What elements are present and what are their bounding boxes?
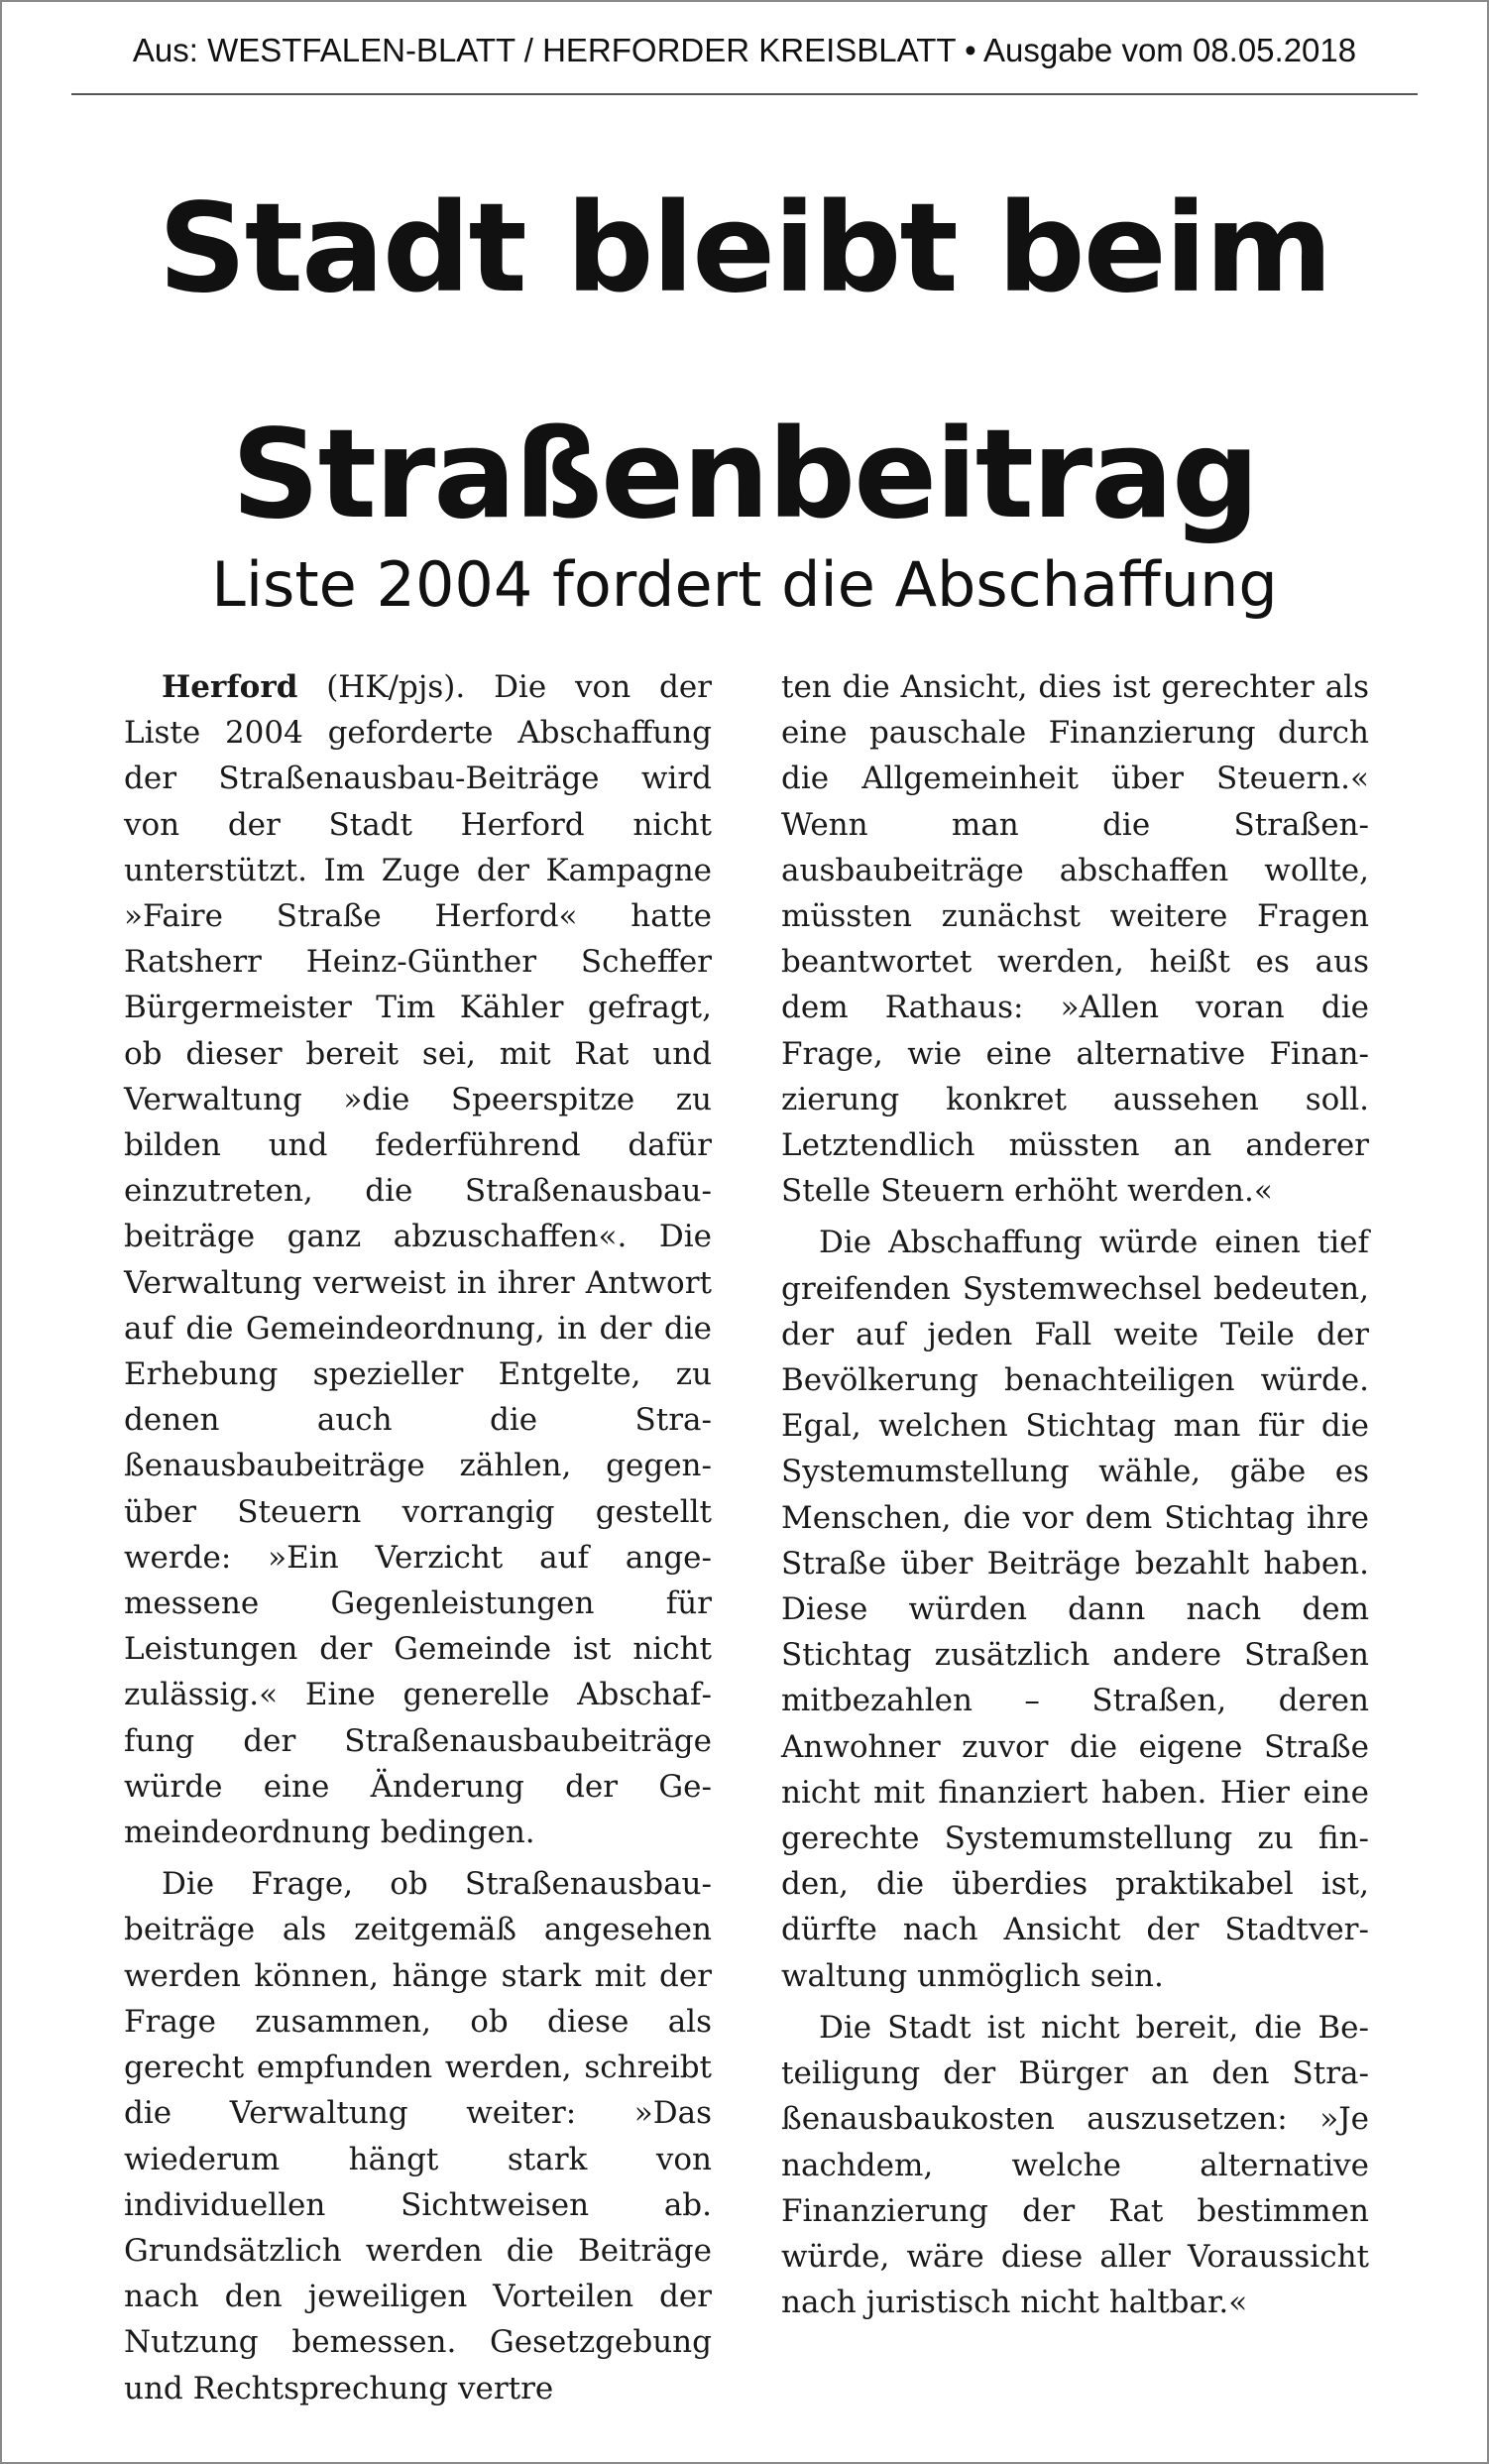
subheadline: Liste 2004 fordert die Abschaffung [211,548,1278,621]
article-column-left [124,664,712,2411]
article-paragraph [124,664,712,1855]
article-paragraph-continued: ten die Ansicht, dies ist gerechter als eine pauschale Finanzierung durch die Allgemeinheit über Steuern.« Wenn man die Straßenausbaubeiträge abschaffen wollte, müssten zunächst weitere Fragen beantwortet werden, heißt es aus dem Rathaus: »Allen voran die Frage, wie eine alternative Finanzierung konkret aussehen soll. Letztendlich müssten an anderer Stelle Steuern erhöht werden.« [781,669,1369,1210]
dateline: Herford [162,669,298,705]
divider-rule [71,93,1418,95]
source-line: Aus: WESTFALEN-BLATT / HERFORDER KREISBLATT • Ausgabe vom 08.05.2018 [132,32,1357,68]
article-paragraph: Die Abschaffung würde einen tief greifenden Systemwechsel bedeuten, der auf jeden Fall weite Teile der Bevölkerung benachteiligen würde. Egal, welchen Stichtag man für die Systemumstellung wähle, gäbe es Menschen, die vor dem Stichtag ihre Straße über Beiträge bezahlt haben. Diese würden dann nach dem Stichtag zusätzlich andere Straßen mitbezahlen – Straßen, deren Anwohner zuvor die eigene Straße nicht mit finanziert haben. Hier eine gerechte Systemumstellung zu finden, die überdies praktikabel ist, dürfte nach Ansicht der Stadtverwaltung unmöglich sein. [781,1225,1369,1994]
headline-line-1: Stadt bleibt beim [158,177,1331,320]
article-paragraph: Die Stadt ist nicht bereit, die Beteiligung der Bürger an den Straßenausbaukosten auszusetzen: »Je nachdem, welche alternative Finanzierung der Rat bestimmen würde, wäre diese aller Voraussicht nach juristisch nicht haltbar.« [781,2009,1369,2321]
intro-text: (HK/pjs). Die von der Liste 2004 geforderte Abschaffung der Straßenausbau-Beiträge wird von der Stadt Herford nicht unterstützt. Im Zuge der Kampagne »Faire Straße Herford« hatte Ratsherr Heinz-Günther Scheffer Bürgermeister Tim Kähler gefragt, ob dieser bereit sei, mit Rat und Verwaltung »die Speerspitze zu bilden und federführend dafür einzutreten, die Straßenausbaubeiträge ganz abzuschaffen«. Die Verwaltung verweist in ihrer Antwort auf die Gemeindeordnung, in der die Erhebung spezieller Entgelte, zu denen auch die Straßenausbaubeiträge zählen, gegenüber Steuern vorrangig gestellt werde: »Ein Verzicht auf angemessene Gegenleistungen für Leistungen der Gemeinde ist nicht zulässig.« Eine generelle Abschaffung der Straßenausbaubeiträge würde eine Änderung der Gemeindeordnung bedingen. [124,669,712,1851]
article-paragraph: Die Frage, ob Straßenausbaubeiträge als zeitgemäß angesehen werden können, hänge stark mit der Frage zusammen, ob diese als gerecht empfunden werden, schreibt die Verwaltung weiter: »Das wiederum hängt stark von individuellen Sichtweisen ab. Grundsätzlich werden die Beiträge nach den jeweiligen Vorteilen der Nutzung bemessen. Gesetzgebung und Rechtsprechung vertre [124,1866,712,2406]
article-column-right [781,664,1369,2325]
headline-line-2: Straßenbeitrag [231,404,1258,546]
article-body [2,664,1489,2449]
headline [2,136,1487,588]
